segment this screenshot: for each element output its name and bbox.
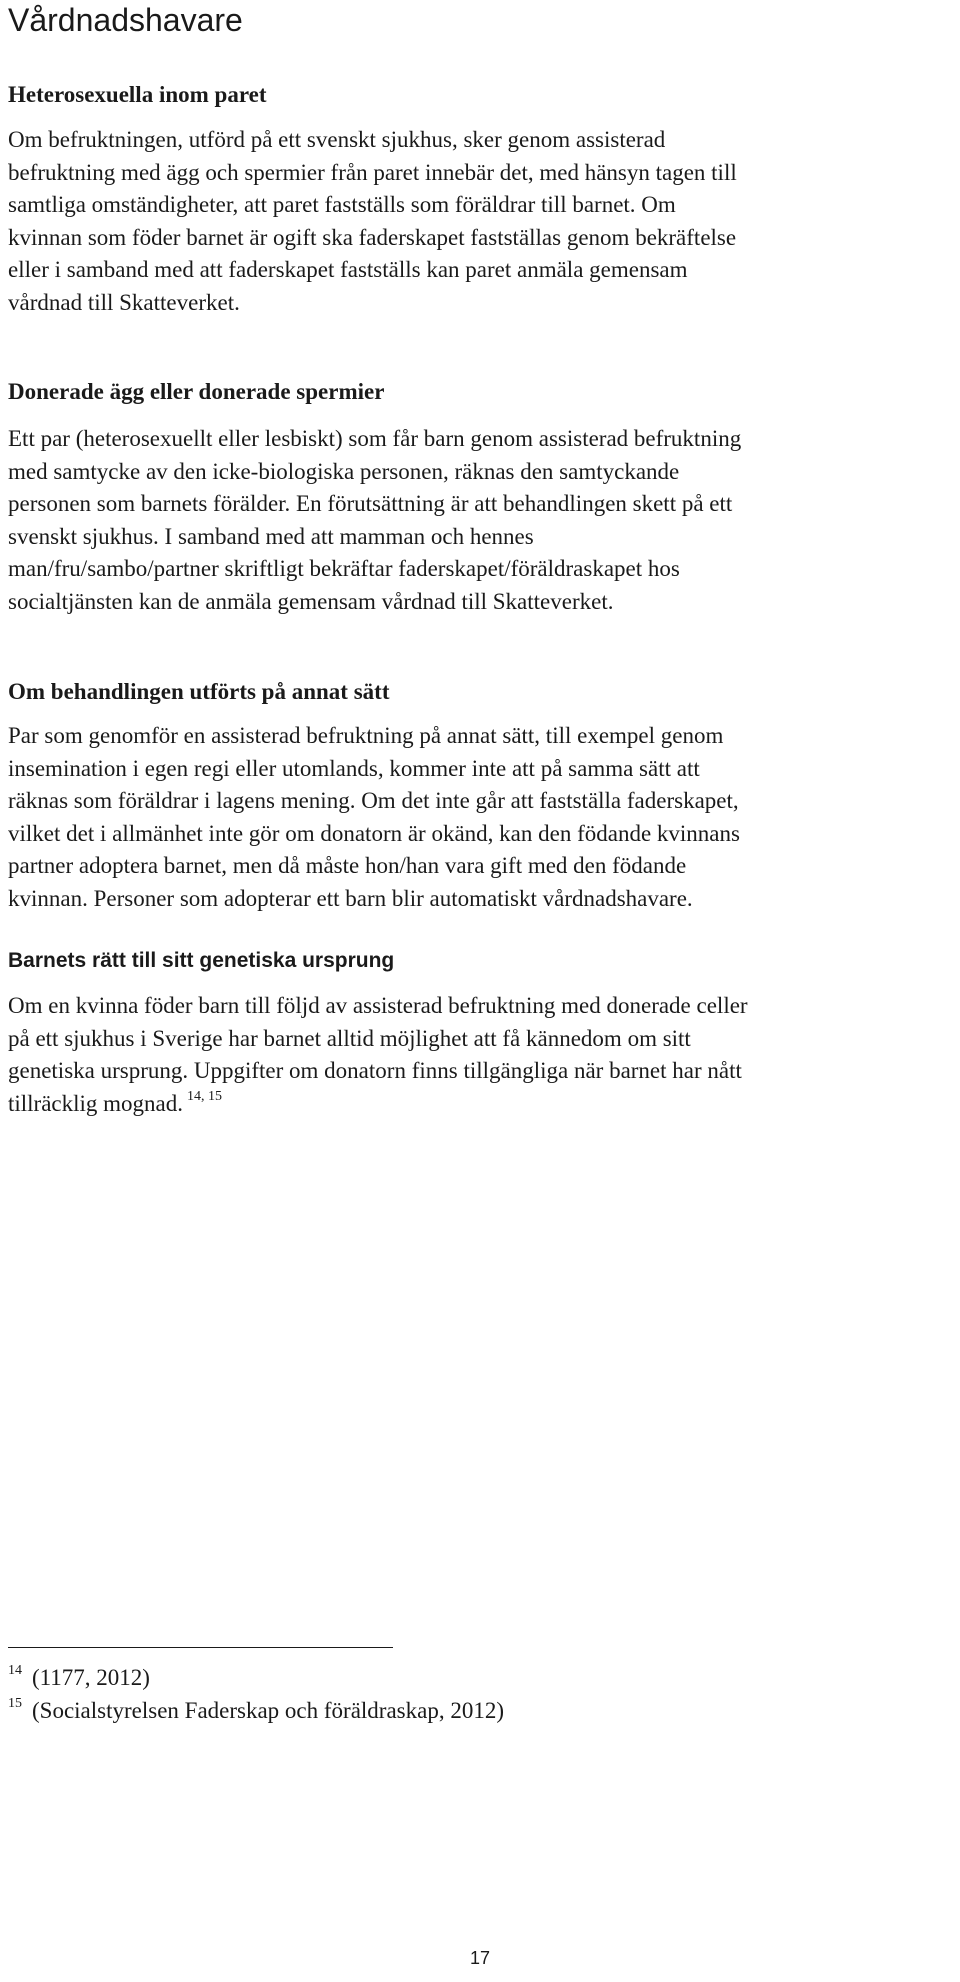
- text-line: samtliga omständigheter, att paret fastställs som föräldrar till barnet. Om: [8, 192, 676, 218]
- paragraph-annat-satt: [8, 720, 958, 916]
- paragraph-heterosexuella: [8, 124, 958, 320]
- text-line: vilket det i allmänhet inte gör om donatorn är okänd, kan den födande kvinnans: [8, 820, 740, 846]
- section-heading-annat-satt: Om behandlingen utförts på annat sätt: [8, 679, 390, 704]
- footnote-14: [8, 1663, 150, 1697]
- text-line: Om en kvinna föder barn till följd av assisterad befruktning med donerade celler: [8, 993, 748, 1018]
- text-line: räknas som föräldrar i lagens mening. Om det inte går att fastställa faderskapet,: [8, 788, 739, 814]
- text-line: kvinnan. Personer som adopterar ett barn blir automatiskt vårdnadshavare.: [8, 885, 693, 911]
- footnote-number: 15: [8, 1696, 22, 1711]
- text-line: med samtycke av den icke-biologiska personen, räknas den samtyckande: [8, 458, 680, 484]
- text-line: partner adoptera barnet, men då måste hon/han vara gift med den födande: [8, 853, 687, 879]
- text-line: vårdnad till Skatteverket.: [8, 289, 240, 315]
- page-title: Vårdnadshavare: [8, 2, 243, 38]
- text-line: svenskt sjukhus. I samband med att mamman och hennes: [8, 523, 534, 549]
- section-heading-heterosexuella: Heterosexuella inom paret: [8, 82, 267, 107]
- section-heading-donerade: Donerade ägg eller donerade spermier: [8, 379, 385, 404]
- footnote-text: (1177, 2012): [32, 1665, 150, 1690]
- text-line: eller i samband med att faderskapet fastställs kan paret anmäla gemensam: [8, 257, 688, 283]
- text-line: genetiska ursprung. Uppgifter om donatorn finns tillgängliga när barnet har nått: [8, 1058, 742, 1084]
- page-number: 17: [469, 1948, 491, 1968]
- footnote-15: [8, 1696, 504, 1730]
- text-line: befruktning med ägg och spermier från paret innebär det, med hänsyn tagen till: [8, 159, 737, 185]
- text-line: man/fru/sambo/partner skriftligt bekräftar faderskapet/föräldraskapet hos: [8, 556, 680, 582]
- text-line: kvinnan som föder barnet är ogift ska faderskapet fastställas genom bekräftelse: [8, 224, 737, 250]
- text-line: socialtjänsten kan de anmäla gemensam vårdnad till Skatteverket.: [8, 588, 614, 614]
- paragraph-donerade: [8, 423, 958, 619]
- footnote-reference: 14, 15: [187, 1088, 223, 1104]
- text-line: Om befruktningen, utförd på ett svenskt sjukhus, sker genom assisterad: [8, 127, 666, 152]
- text-line: Par som genomför en assisterad befruktning på annat sätt, till exempel genom: [8, 723, 724, 748]
- footnote-text: (Socialstyrelsen Faderskap och föräldraskap, 2012): [32, 1698, 504, 1723]
- text-line: insemination i egen regi eller utomlands, kommer inte att på samma sätt att: [8, 755, 700, 781]
- text-line: på ett sjukhus i Sverige har barnet alltid möjlighet att få kännedom om sitt: [8, 1025, 691, 1051]
- text-line: [8, 1088, 958, 1125]
- text-line: Ett par (heterosexuellt eller lesbiskt) som får barn genom assisterad befruktning: [8, 426, 742, 451]
- text-line-content: tillräcklig mognad.: [8, 1090, 184, 1116]
- footnote-number: 14: [8, 1663, 22, 1678]
- text-line: personen som barnets förälder. En förutsättning är att behandlingen skett på ett: [8, 491, 733, 517]
- section-heading-genetiska-ursprung: Barnets rätt till sitt genetiska ursprung: [8, 949, 395, 972]
- paragraph-genetiska-ursprung: [8, 990, 958, 1124]
- footnote-separator: [8, 1647, 393, 1648]
